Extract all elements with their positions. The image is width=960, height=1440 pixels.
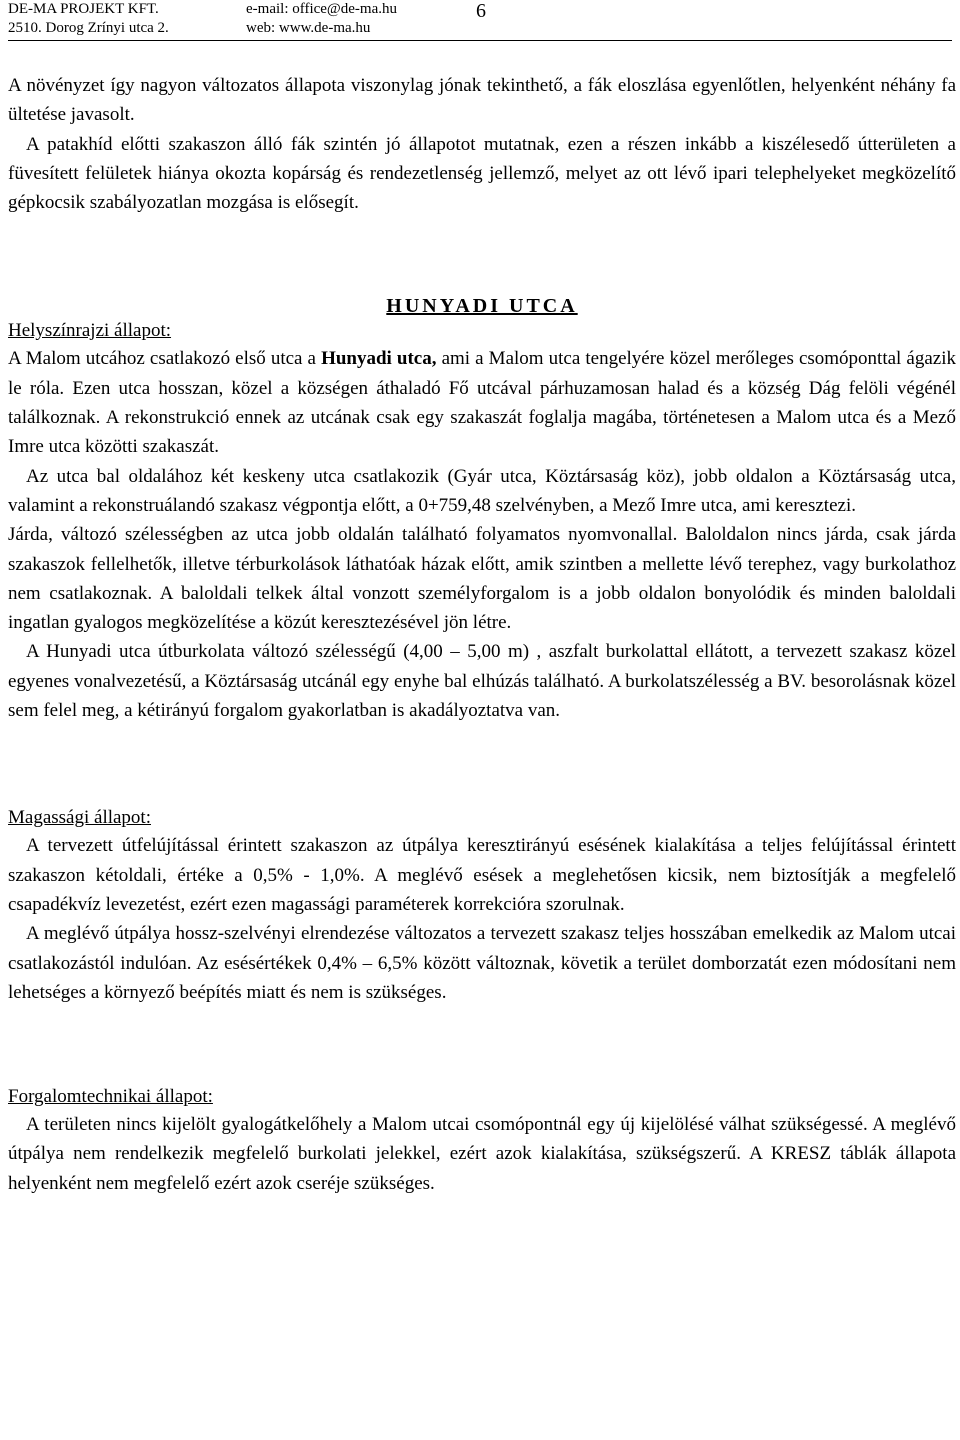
height-heading: Magassági állapot: xyxy=(8,807,151,829)
street-name-bold: Hunyadi utca, xyxy=(321,348,437,370)
traffic-paragraph-1: A területen nincs kijelölt gyalogátkelőhely a Malom utcai csomópontnál egy új kijelölésé válhat szükségessé. A meglévő útpálya nem rendelkezik megfelelő burkolati jelekkel, ezért azok kialakítása, szükségszerű. A KRESZ táblák állapota helyenként nem megfelelő ezért azok cseréje szükséges. xyxy=(8,1114,956,1194)
site-paragraph-1 xyxy=(8,344,956,461)
height-paragraph-2: A meglévő útpálya hossz-szelvényi elrendezése változatos a tervezett szakasz teljes hosszában emelkedik az Malom utcai csatlakozástól indulóan. Az esésértékek 0,4% – 6,5% között változnak, követik a terület domborzatát ezen módosítani nem lehetséges a környező beépítés miatt és nem is szükséges. xyxy=(8,923,956,1003)
traffic-heading: Forgalomtechnikai állapot: xyxy=(8,1086,213,1108)
intro-paragraph-2: A patakhíd előtti szakaszon álló fák szintén jó állapotot mutatnak, ezen a részen inkább a kiszélesedő útterületen a füvesített felületek hiánya okozta kopárság és rendezetlenség jellemző, melyet az ott lévő ipari telephelyeket megközelítő gépkocsik szabályozatlan mozgása is elősegít. xyxy=(8,133,956,214)
page-header xyxy=(8,0,952,41)
company-web: web: www.de-ma.hu xyxy=(246,20,371,36)
site-p1-text-after: ami a Malom utca tengelyére közel merőleges csomóponttal ágazik le róla. Ezen utca hosszan, közel a községen áthaladó Fő utcával párhuzamosan halad és a község Dág felöli végénél találkoznak. A rekonstrukció ennek az utcának csak egy szakaszát foglalja magába, történetesen a Malom utca és a Mező Imre utca közötti szakaszát. xyxy=(8,348,956,458)
site-paragraph-4: A Hunyadi utca útburkolata változó szélességű (4,00 – 5,00 m) , aszfalt burkolattal ellátott, a tervezett szakasz közel egyenes vonalvezetésű, a Köztársaság utcánál egy enyhe bal elhúzás található. A burkolatszélesség a BV. besorolásnak közel sem felel meg, a kétirányú forgalom gyakorlatban is akadályoztatva van. xyxy=(8,641,956,722)
height-paragraph-1: A tervezett útfelújítással érintett szakaszon az útpálya keresztirányú esésének kialakítása a teljes felújítással érintett szakaszon kétoldali, értéke a 0,5% - 1,0%. A meglévő esések a meglehetősen kicsik, nem biztosítják a megfelelő csapadékvíz levezetést, ezért ezen magassági paraméterek korrekcióra szorulnak. xyxy=(8,835,956,915)
page-number: 6 xyxy=(476,0,486,22)
company-email: e-mail: office@de-ma.hu xyxy=(246,1,397,17)
site-paragraph-2: Az utca bal oldalához két keskeny utca csatlakozik (Gyár utca, Köztársaság köz), jobb oldalon a Köztársaság utca, valamint a rekonstruálandó szakasz végpontja előtt, a 0+759,48 szelvényben, a Mező Imre utca, ami keresztezi. xyxy=(8,465,956,516)
company-address: 2510. Dorog Zrínyi utca 2. xyxy=(8,20,169,36)
header-contact-block xyxy=(246,0,397,38)
site-paragraph-3: Járda, változó szélességben az utca jobb oldalán található folyamatos nyomvonallal. Baloldalon nincs járda, csak járda szakaszok fellelhetők, illetve térburkolások láthatóak házak előtt, amik szintben a mellette lévő terephez, vagy burkolathoz nem csatlakoznak. A baloldali telkek által vonzott személyforgalom is a jobb oldalon bonyolódik és minden baloldali ingatlan gyalogos megközelítése a közút keresztezésével jön létre. xyxy=(8,524,956,634)
site-heading: Helyszínrajzi állapot: xyxy=(8,320,172,342)
section-title: HUNYADI UTCA xyxy=(386,295,578,318)
page-content xyxy=(8,71,956,1198)
company-name: DE-MA PROJEKT KFT. xyxy=(8,1,159,17)
header-company-block xyxy=(8,0,169,38)
intro-paragraph-1: A növényzet így nagyon változatos állapota viszonylag jónak tekinthető, a fák eloszlása egyenlőtlen, helyenként néhány fa ültetése javasolt. xyxy=(8,75,956,126)
site-p1-text-before: A Malom utcához csatlakozó első utca a xyxy=(8,348,322,370)
